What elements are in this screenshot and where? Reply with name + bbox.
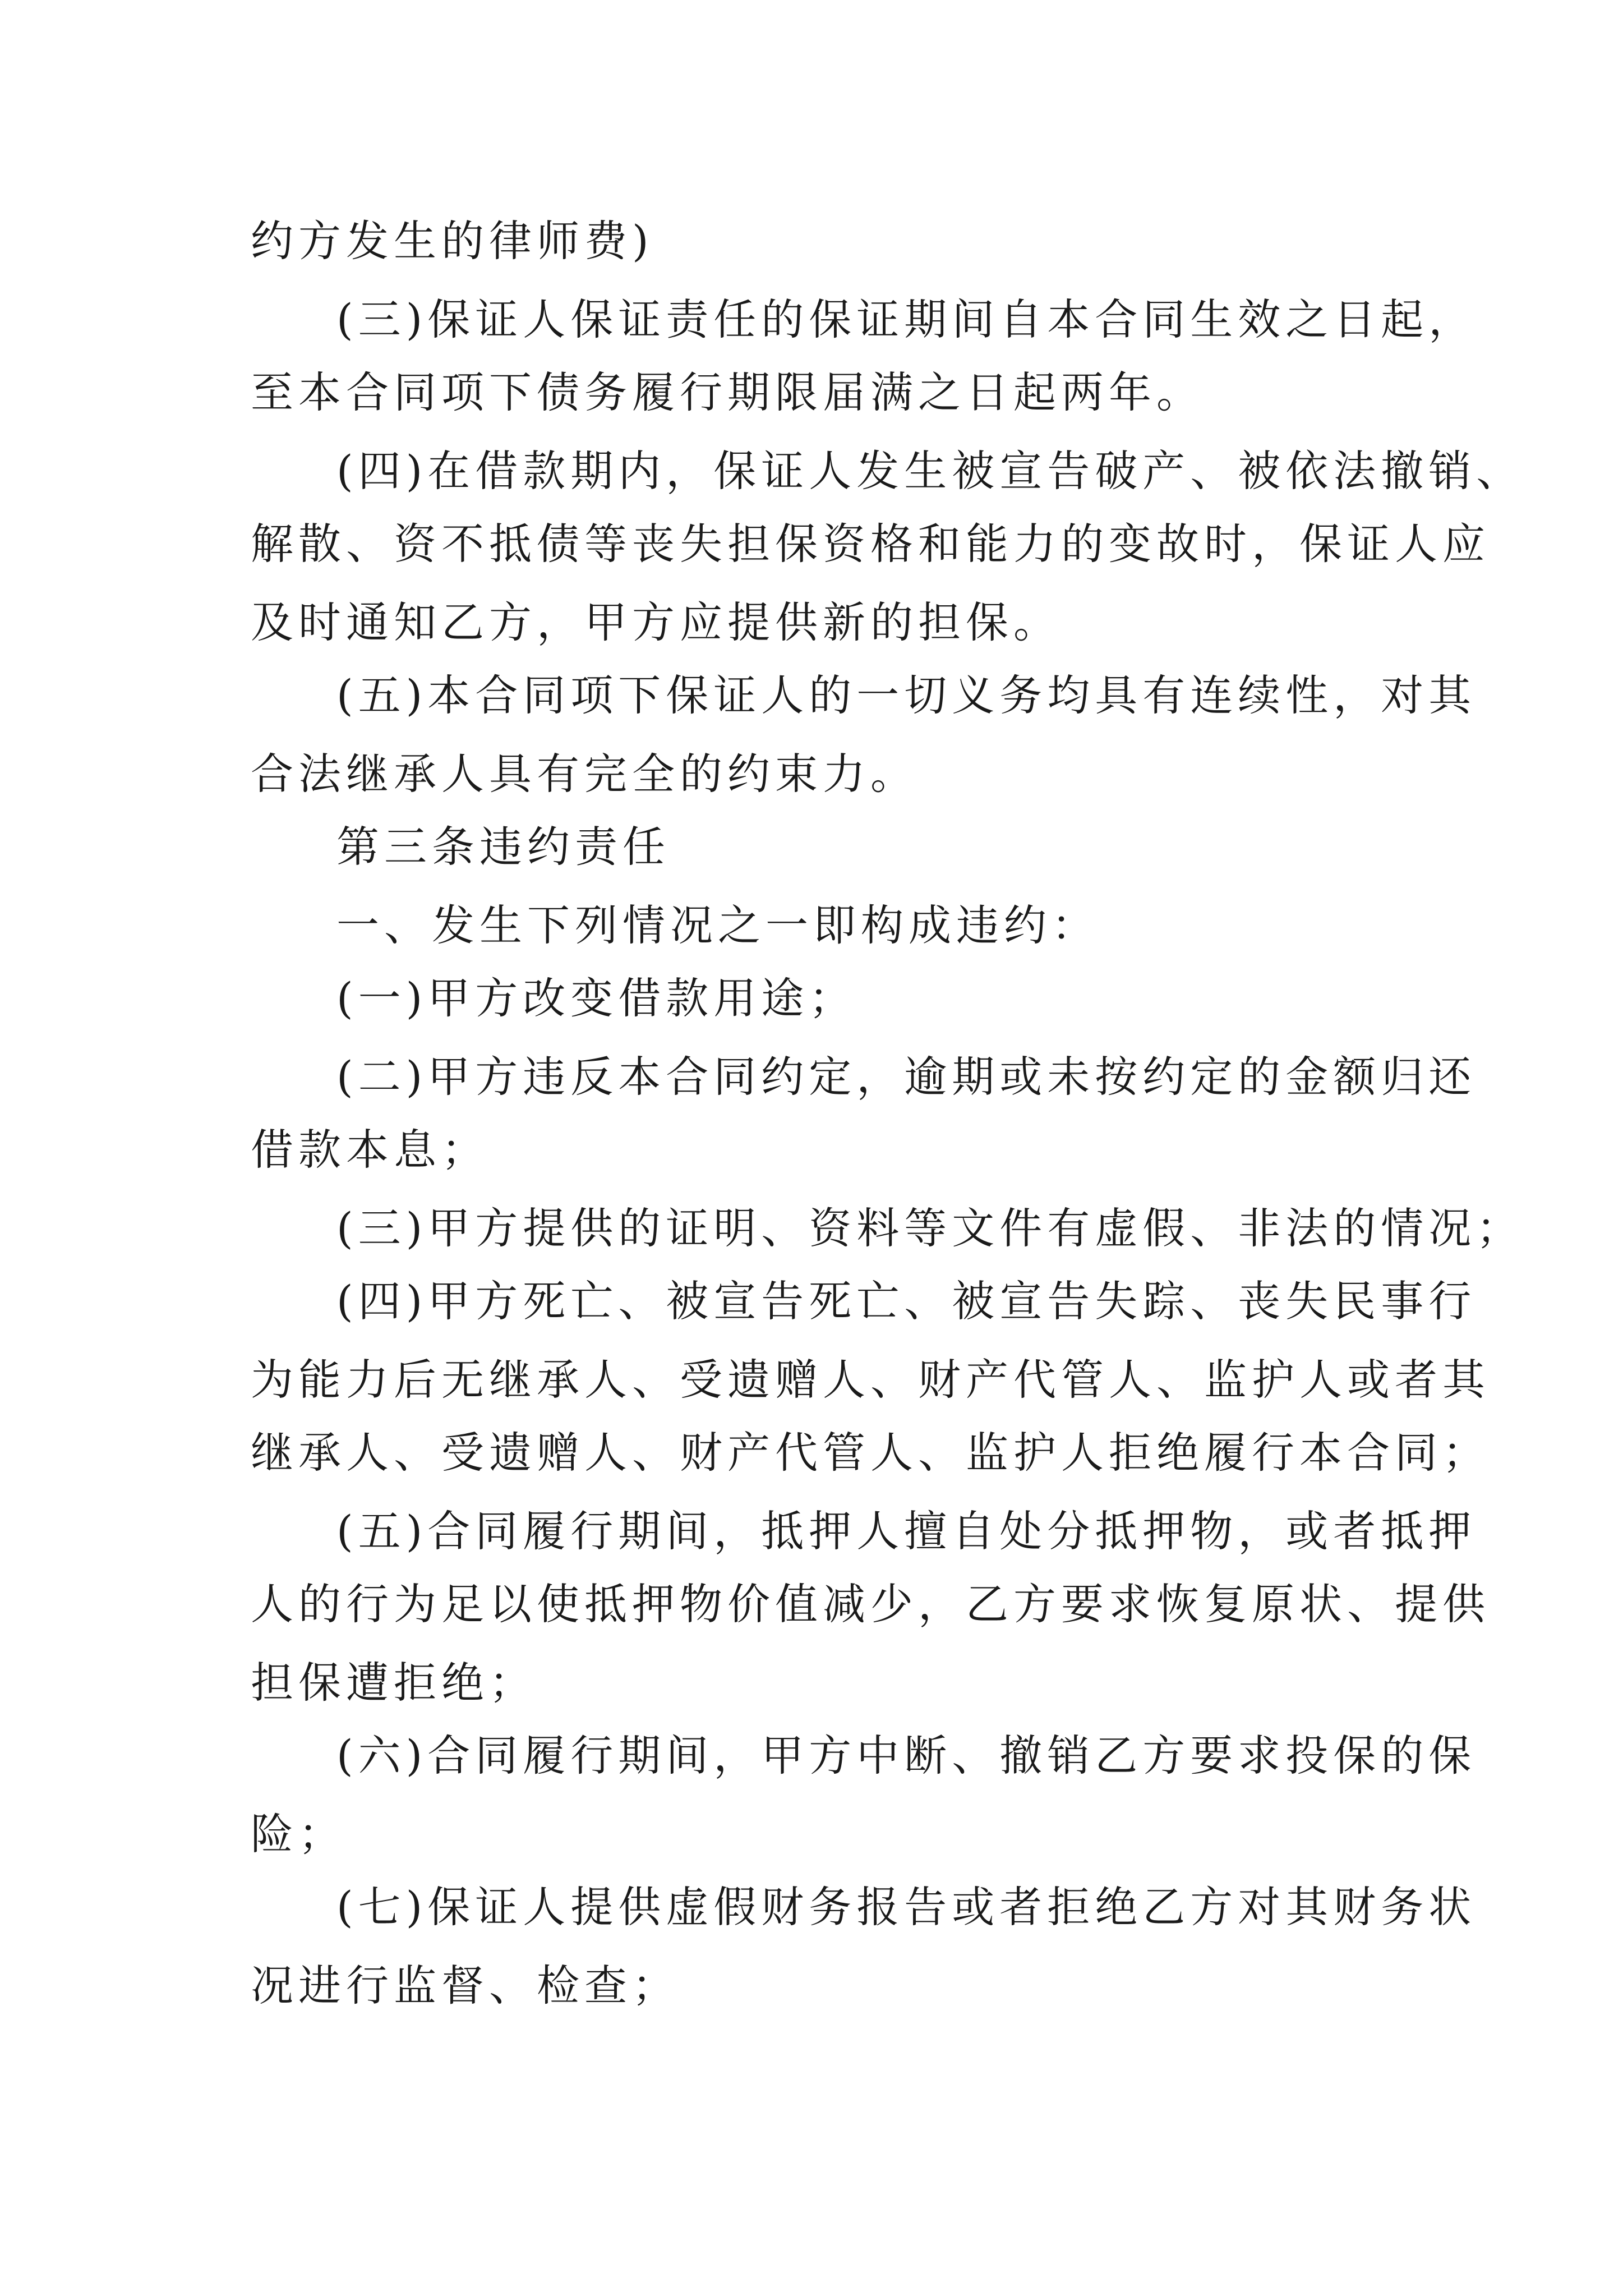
text-line: (三)保证人保证责任的保证期间自本合同生效之日起， — [336, 295, 1477, 344]
text-line: 一、发生下列情况之一即构成违约： — [336, 900, 1099, 950]
text-line: 人的行为足以使抵押物价值减少，乙方要求恢复原状、提供 — [251, 1579, 1490, 1629]
text-line: 况进行监督、检查； — [251, 1961, 680, 2010]
section-heading: 第三条违约责任 — [336, 822, 670, 872]
text-line: (二)甲方违反本合同约定，逾期或未按约定的金额归还 — [336, 1052, 1477, 1102]
text-line: (七)保证人提供虚假财务报告或者拒绝乙方对其财务状 — [336, 1882, 1477, 1932]
text-line: 借款本息； — [251, 1125, 489, 1175]
text-line: (五)合同履行期间，抵押人擅自处分抵押物，或者抵押 — [336, 1506, 1477, 1556]
text-line: (一)甲方改变借款用途； — [336, 973, 857, 1023]
text-line: (四)甲方死亡、被宣告死亡、被宣告失踪、丧失民事行 — [336, 1276, 1477, 1326]
text-line: 合法继承人具有完全的约束力。 — [251, 749, 918, 799]
text-line: 至本合同项下债务履行期限届满之日起两年。 — [251, 367, 1204, 417]
text-line: 及时通知乙方，甲方应提供新的担保。 — [251, 597, 1061, 647]
text-line: (五)本合同项下保证人的一切义务均具有连续性，对其 — [336, 670, 1477, 720]
text-line: (四)在借款期内，保证人发生被宣告破产、被依法撤销、 — [336, 446, 1524, 496]
text-line: 险； — [251, 1809, 346, 1859]
text-line: (六)合同履行期间，甲方中断、撤销乙方要求投保的保 — [336, 1731, 1477, 1780]
text-line: 继承人、受遗赠人、财产代管人、监护人拒绝履行本合同； — [251, 1428, 1490, 1478]
text-line: (三)甲方提供的证明、资料等文件有虚假、非法的情况； — [336, 1203, 1524, 1253]
text-line: 为能力后无继承人、受遗赠人、财产代管人、监护人或者其 — [251, 1355, 1490, 1405]
text-line: 解散、资不抵债等丧失担保资格和能力的变故时，保证人应 — [251, 519, 1490, 569]
text-line: 约方发生的律师费) — [251, 216, 654, 266]
text-line: 担保遭拒绝； — [251, 1658, 537, 1708]
